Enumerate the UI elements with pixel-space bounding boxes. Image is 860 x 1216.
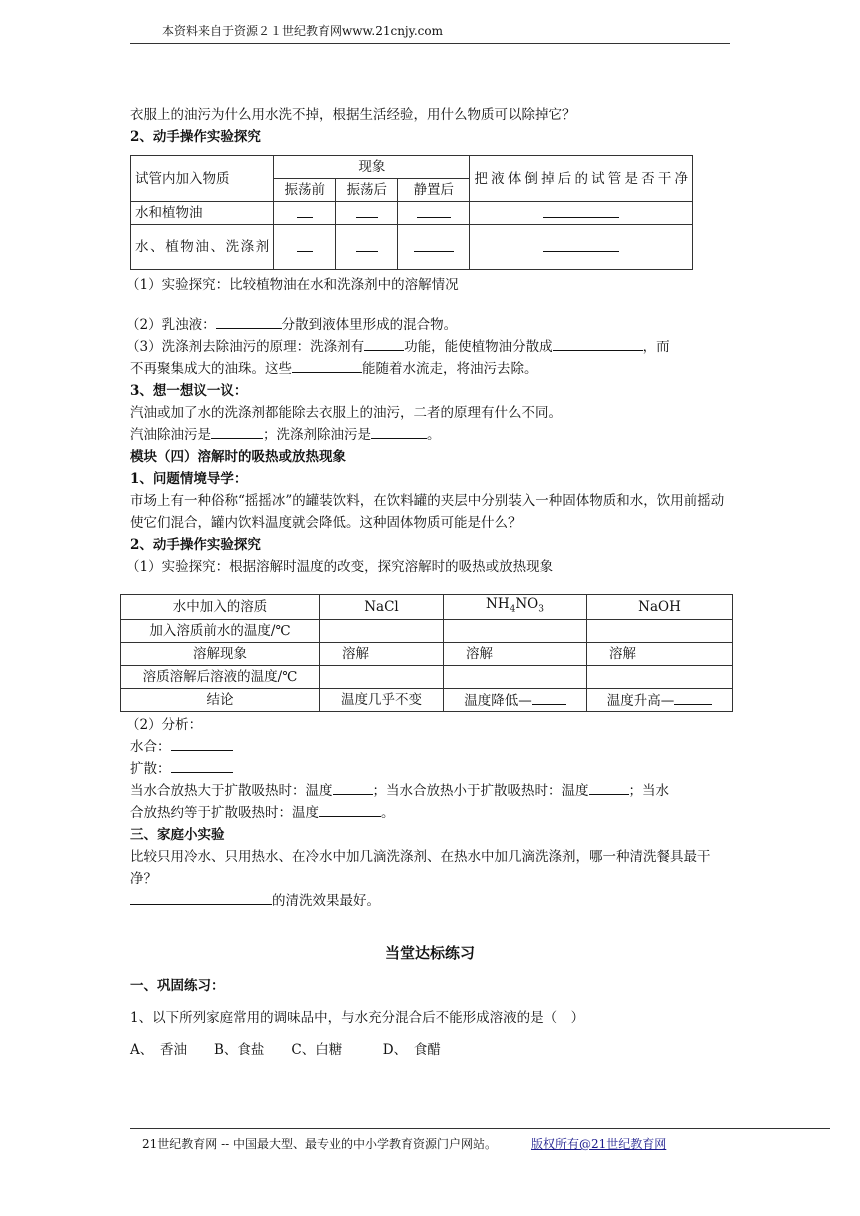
header-phenomenon: 现象	[274, 156, 470, 179]
row-water-oil-detergent: 水、植物油、洗涤剂	[131, 225, 274, 270]
empty-cell	[320, 665, 444, 688]
section-heading: 2、动手操作实验探究	[130, 129, 261, 145]
blank-cell	[398, 225, 470, 270]
think-answer: 汽油除油污是 ；洗涤剂除油污是 。	[130, 424, 730, 446]
row-phenomenon: 溶解现象	[121, 642, 320, 665]
experiment-1: （1）实验探究：比较植物油在水和洗涤剂中的溶解情况	[126, 277, 459, 293]
document-body	[126, 104, 730, 1061]
section-heading: 一、巩固练习：	[130, 977, 225, 994]
experiment-table-oil	[130, 155, 693, 270]
section-heading: 2、动手操作实验探究	[130, 537, 261, 553]
home-answer: 的清洗效果最好。	[130, 890, 730, 912]
hydration-line: 水合：	[130, 736, 730, 758]
scenario-text: 市场上有一种俗称“摇摇冰”的罐装饮料，在饮料罐的夹层中分别装入一种固体物质和水，饮用前摇动使它们混合，罐内饮料温度就会降低。这种固体物质可能是什么？	[130, 493, 725, 531]
header-solute: 水中加入的溶质	[121, 595, 320, 620]
blank-cell	[336, 225, 398, 270]
header-after-shake: 振荡后	[336, 179, 398, 202]
analysis-label: （2）分析：	[126, 716, 203, 733]
section-heading: 1、问题情境导学：	[130, 471, 248, 487]
think-question: 汽油或加了水的洗涤剂都能除去衣服上的油污，二者的原理有什么不同。	[130, 405, 562, 421]
conclusion-naoh: 温度升高—	[587, 688, 733, 711]
cell-dissolve-nh4no3: 溶解	[444, 642, 587, 665]
heat-rule: 当水合放热大于扩散吸热时：温度 ；当水合放热小于扩散吸热时：温度 ；当水	[130, 780, 730, 802]
section-heading: 三、家庭小实验	[130, 826, 225, 843]
blank-cell	[274, 225, 336, 270]
header-nacl: NaCl	[320, 595, 444, 620]
blank-cell	[336, 202, 398, 225]
question-1-options: A、 香油 B、食盐 C、白糖 D、 食醋	[130, 1041, 441, 1058]
experiment-table-heat	[120, 594, 733, 712]
header-naoh: NaOH	[587, 595, 733, 620]
header-clean: 把液体倒掉后的试管是否干净	[470, 156, 693, 202]
row-after-temp: 溶质溶解后溶液的温度/℃	[121, 665, 320, 688]
header-before-shake: 振荡前	[274, 179, 336, 202]
heat-rule-cont: 合放热约等于扩散吸热时：温度 。	[130, 802, 730, 824]
emulsion-definition: （2）乳浊液： 分散到液体里形成的混合物。	[130, 314, 730, 336]
conclusion-nh4no3: 温度降低—	[444, 688, 587, 711]
row-conclusion: 结论	[121, 688, 320, 711]
blank-cell	[470, 202, 693, 225]
page-header: 本资料来自于资源２１世纪教育网www.21cnjy.com	[130, 22, 730, 44]
footer-copyright-link[interactable]: 版权所有@21世纪教育网	[531, 1137, 667, 1151]
experiment-4: （1）实验探究：根据溶解时温度的改变，探究溶解时的吸热或放热现象	[126, 559, 554, 575]
detergent-principle: （3）洗涤剂去除油污的原理：洗涤剂有 功能，能使植物油分散成 ，而	[130, 336, 730, 358]
empty-cell	[444, 619, 587, 642]
blank-cell	[398, 202, 470, 225]
row-before-temp: 加入溶质前水的温度/℃	[121, 619, 320, 642]
header-substance: 试管内加入物质	[131, 156, 274, 202]
blank-cell	[274, 202, 336, 225]
header-after-still: 静置后	[398, 179, 470, 202]
module-heading: 模块（四）溶解时的吸热或放热现象	[130, 449, 346, 465]
empty-cell	[320, 619, 444, 642]
blank-cell	[470, 225, 693, 270]
empty-cell	[444, 665, 587, 688]
detergent-principle-cont: 不再聚集成大的油珠。这些 能随着水流走，将油污去除。	[130, 358, 730, 380]
empty-cell	[587, 619, 733, 642]
question-1: 1、以下所列家庭常用的调味品中，与水充分混合后不能形成溶液的是（ ）	[130, 1009, 585, 1026]
cell-dissolve-nacl: 溶解	[320, 642, 444, 665]
intro-question: 衣服上的油污为什么用水洗不掉，根据生活经验，用什么物质可以除掉它？	[130, 107, 576, 123]
page-footer	[130, 1128, 830, 1152]
footer-text: 21世纪教育网 -- 中国最大型、最专业的中小学教育资源门户网站。	[142, 1137, 498, 1151]
row-water-oil: 水和植物油	[131, 202, 274, 225]
cell-dissolve-naoh: 溶解	[587, 642, 733, 665]
home-question: 比较只用冷水、只用热水、在冷水中加几滴洗涤剂、在热水中加几滴洗涤剂，哪一种清洗餐具最干净？	[130, 848, 711, 887]
practice-title: 当堂达标练习	[384, 943, 475, 962]
conclusion-nacl: 温度几乎不变	[320, 688, 444, 711]
section-heading: 3、想一想议一议：	[130, 383, 248, 399]
header-nh4no3: $NH_4NO_3$	[444, 595, 587, 620]
diffusion-line: 扩散：	[130, 758, 730, 780]
empty-cell	[587, 665, 733, 688]
